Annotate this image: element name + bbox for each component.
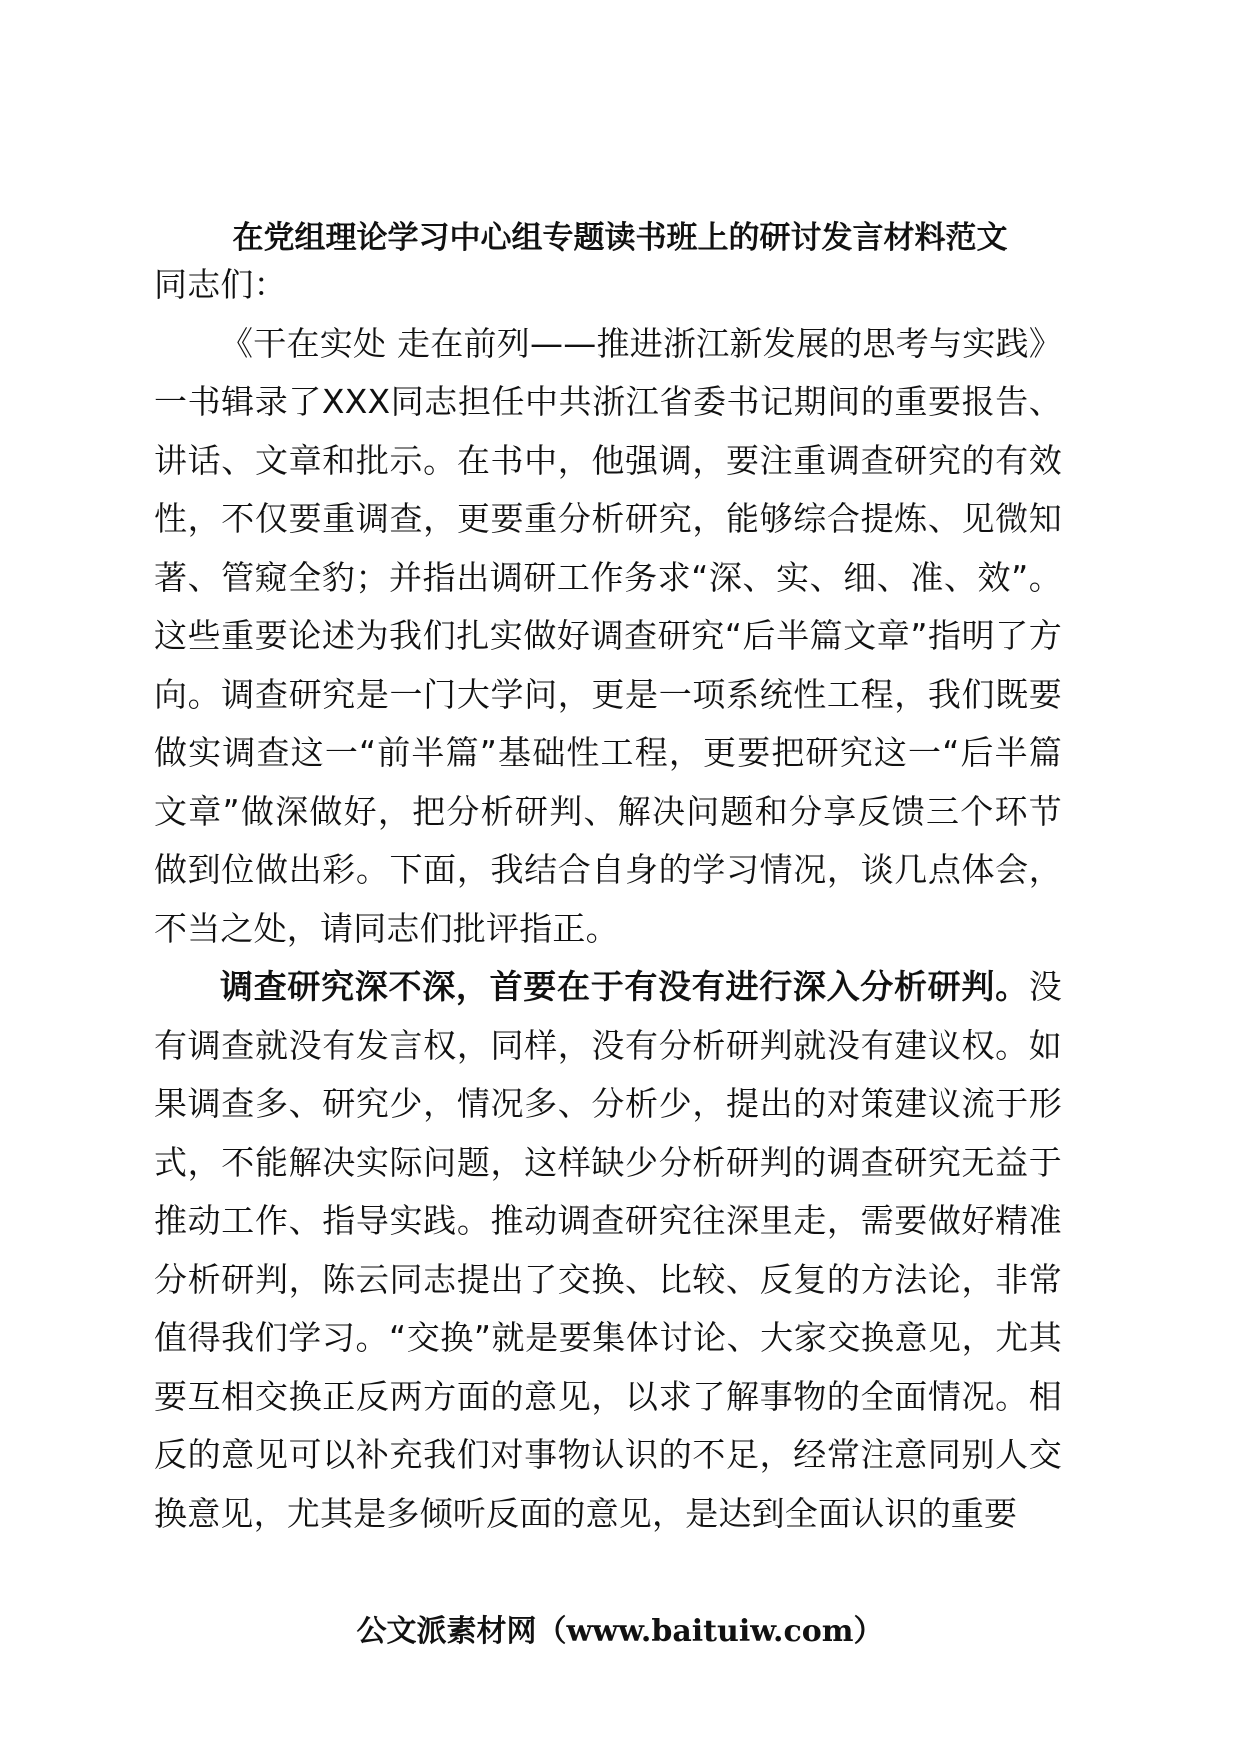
footer-watermark: 公文派素材网（www.baituiw.com） — [356, 1614, 884, 1649]
paragraph-body-text: 没有调查就没有发言权，同样，没有分析研判就没有建议权。如果调查多、研究少，情况多、分析少，提出的对策建议流于形式，不能解决实际问题，这样缺少分析研判的调查研究无益于推动工作、指导实践。推动调查研究往深里走，需要做好精准分析研判，陈云同志提出了交换、比较、反复的方法论，非常值得我们学习。“交换”就是要集体讨论、大家交换意见，尤其要互相交换正反两方面的意见，以求了解事物的全面情况。相反的意见可以补充我们对事物认识的不足，经常注意同别人交换意见，尤其是多倾听反面的意见，是达到全面认识的重要 — [154, 967, 1062, 1533]
paragraph-lead-sentence: 调查研究深不深，首要在于有没有进行深入分析研判。 — [220, 967, 1029, 1006]
paragraph-analysis — [154, 958, 1062, 1543]
salutation: 同志们： — [154, 265, 287, 304]
document-body — [154, 256, 1062, 1543]
paragraph-intro: 《干在实处 走在前列——推进浙江新发展的思考与实践》一书辑录了XXX同志担任中共浙江省委书记期间的重要报告、讲话、文章和批示。在书中，他强调，要注重调查研究的有效性，不仅要重调查，更要重分析研究，能够综合提炼、见微知著、管窥全豹；并指出调研工作务求“深、实、细、准、效”。这些重要论述为我们扎实做好调查研究“后半篇文章”指明了方向。调查研究是一门大学问，更是一项系统性工程，我们既要做实调查这一“前半篇”基础性工程，更要把研究这一“后半篇文章”做深做好，把分析研判、解决问题和分享反馈三个环节做到位做出彩。下面，我结合自身的学习情况，谈几点体会，不当之处，请同志们批评指正。 — [154, 323, 1062, 948]
document-title: 在党组理论学习中心组专题读书班上的研讨发言材料范文 — [232, 220, 1008, 256]
